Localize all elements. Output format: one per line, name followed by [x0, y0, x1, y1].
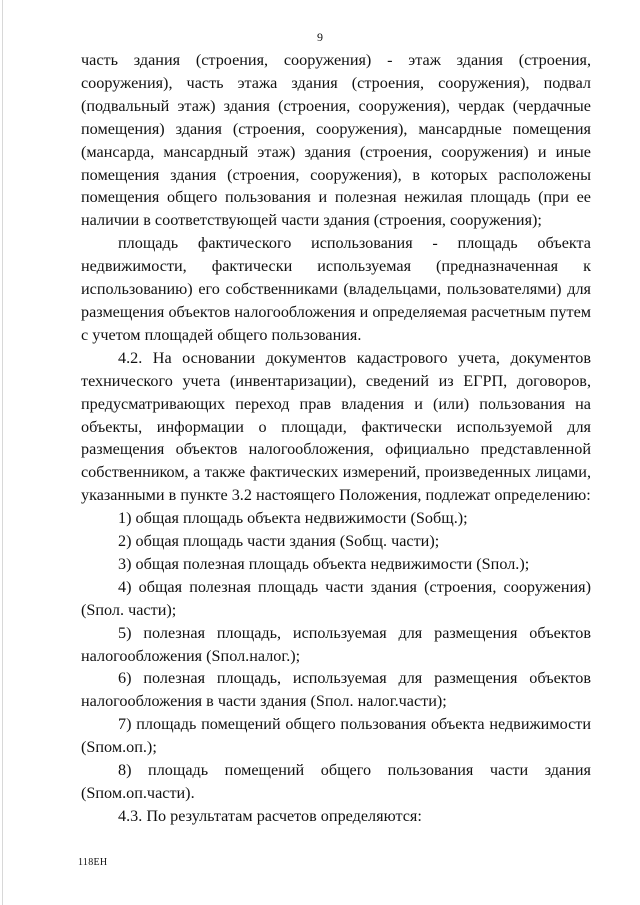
document-body	[81, 49, 591, 828]
footer-document-code: 118EH	[78, 857, 108, 868]
list-item-7: 7) площадь помещений общего пользования объекта недвижимости (Sпом.оп.);	[81, 715, 591, 757]
list-item-5: 5) полезная площадь, используемая для размещения объектов налогообложения (Sпол.налог.);	[81, 623, 591, 665]
list-item-6: 6) полезная площадь, используемая для размещения объектов налогообложения в части здания (Sпол. налог.части);	[81, 669, 591, 711]
paragraph-building-part-definition: часть здания (строения, сооружения) - этаж здания (строения, сооружения), часть этажа здания (строения, сооружения), подвал (подвальный этаж) здания (строения, сооружения), чердак (чердачные помещения) здания (строения, сооружения), мансардные помещения (мансарда, мансардный этаж) здания (строения, сооружения) и иные помещения здания (строения, сооружения), в которых расположены помещения общего пользования и полезная нежилая площадь (при ее наличии в соответствующей части здания (строения, сооружения);	[81, 51, 591, 230]
list-item-2: 2) общая площадь части здания (Sобщ. части);	[118, 532, 440, 551]
paragraph-actual-use-area-definition: площадь фактического использования - площадь объекта недвижимости, фактически используемая (предназначенная к использованию) его собственниками (владельцами, пользователями) для размещения объектов налогообложения и определяемая расчетным путем с учетом площадей общего пользования.	[81, 234, 591, 344]
page-number: 9	[317, 30, 323, 44]
paragraph-section-4-3: 4.3. По результатам расчетов определяются:	[118, 806, 422, 825]
list-item-3: 3) общая полезная площадь объекта недвижимости (Sпол.);	[118, 554, 530, 573]
scan-edge-line	[2, 0, 3, 905]
list-item-1: 1) общая площадь объекта недвижимости (Sобщ.);	[118, 509, 468, 528]
paragraph-section-4-2: 4.2. На основании документов кадастрового учета, документов технического учета (инвентаризации), сведений из ЕГРП, договоров, предусматривающих переход прав владения и (или) пользования на объекты, информации о площади, фактически используемой для размещения объектов налогообложения, официально представленной собственником, а также фактических измерений, произведенных лицами, указанными в пункте 3.2 настоящего Положения, подлежат определению:	[81, 348, 591, 505]
list-item-4: 4) общая полезная площадь части здания (строения, сооружения) (Sпол. части);	[81, 577, 591, 619]
list-item-8: 8) площадь помещений общего пользования части здания (Sпом.оп.части).	[81, 761, 591, 802]
